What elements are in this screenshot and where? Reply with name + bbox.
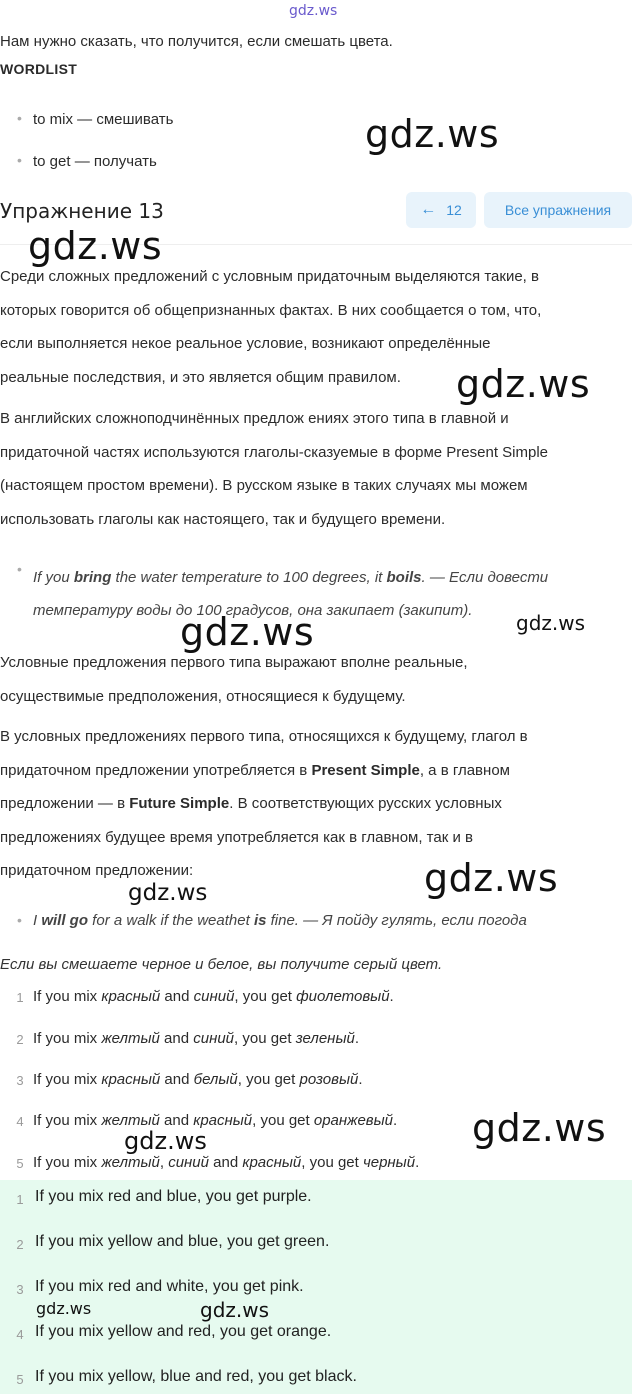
wordlist-heading: WORDLIST [0, 61, 78, 77]
prev-exercise-label: 12 [446, 202, 462, 218]
watermark: gdz.ws [124, 1127, 207, 1155]
answer-number: 3 [16, 1282, 24, 1297]
question-item: If you mix красный and синий, you get фиолетовый. [33, 988, 394, 1005]
exercise-title: Упражнение 13 [0, 199, 164, 223]
example-2: I will go for a walk if the weathet is fine. — Я пойду гулять, если погода [33, 912, 527, 929]
all-exercises-button[interactable]: Все упражнения [484, 192, 632, 228]
prev-exercise-button[interactable] [406, 192, 476, 228]
question-item: If you mix желтый and синий, you get зеленый. [33, 1030, 359, 1047]
theory-paragraph-2: В английских сложноподчинённых предлож ениях этого типа в главной и придаточной частях используются глаголы-сказуемые в форме Present Simple (настоящем простом времени). В русском языке в таких случаях мы можем использовать глаголы как настоящего, так и будущего времени. [0, 410, 548, 528]
question-number: 2 [16, 1032, 24, 1047]
answer-number: 1 [16, 1192, 24, 1207]
watermark: gdz.ws [180, 610, 315, 654]
answer-item: If you mix red and blue, you get purple. [35, 1188, 312, 1205]
question-item: If you mix красный and белый, you get розовый. [33, 1071, 363, 1088]
answer-item: If you mix yellow and red, you get orange. [35, 1323, 332, 1340]
watermark-top: gdz.ws [289, 3, 338, 19]
exercise-instruction: Если вы смешаете черное и белое, вы получите серый цвет. [0, 956, 443, 973]
watermark: gdz.ws [200, 1298, 270, 1322]
answer-number: 5 [16, 1372, 24, 1387]
watermark: gdz.ws [456, 362, 591, 406]
task-intro: Нам нужно сказать, что получится, если смешать цвета. [0, 33, 393, 50]
theory-paragraph-3: Условные предложения первого типа выражают вполне реальные, осуществимые предположения, относящиеся к будущему. [0, 654, 468, 705]
answer-item: If you mix yellow and blue, you get green. [35, 1233, 330, 1250]
watermark: gdz.ws [472, 1106, 607, 1150]
answer-number: 2 [16, 1237, 24, 1252]
example-1: If you bring the water temperature to 100 degrees, it boils. — Если довести температуру воды до 100 градусов, она закипает (закипит). [33, 569, 549, 619]
bullet-icon: • [17, 152, 22, 168]
question-item: If you mix желтый, синий and красный, you get черный. [33, 1154, 420, 1171]
wordlist-item: to mix — смешивать [33, 111, 174, 128]
bullet-icon: • [17, 110, 22, 126]
watermark: gdz.ws [365, 112, 500, 156]
question-item: If you mix желтый and красный, you get оранжевый. [33, 1112, 398, 1129]
question-number: 5 [16, 1156, 24, 1171]
theory-paragraph-4: В условных предложениях первого типа, относящихся к будущему, глагол в придаточном предложении употребляется в Present Simple, а в главном предложении — в Future Simple. В соответствующих русских условных предложениях будущее время употребляется как в главном, так и в придаточном предложении: [0, 728, 528, 879]
answer-item: If you mix red and white, you get pink. [35, 1278, 304, 1295]
question-number: 3 [16, 1073, 24, 1088]
question-number: 4 [16, 1114, 24, 1129]
answer-item: If you mix yellow, blue and red, you get black. [35, 1368, 357, 1385]
bullet-icon: • [17, 912, 22, 928]
wordlist-item: to get — получать [33, 153, 157, 170]
watermark: gdz.ws [424, 856, 559, 900]
watermark: gdz.ws [516, 611, 586, 635]
watermark: gdz.ws [28, 224, 163, 268]
bullet-icon: • [17, 561, 22, 577]
answer-box [0, 1180, 632, 1394]
watermark: gdz.ws [36, 1299, 92, 1318]
arrow-left-icon: ← [420, 201, 437, 218]
question-number: 1 [16, 990, 24, 1005]
theory-paragraph-1: Среди сложных предложений с условным придаточным выделяются такие, в которых говорится об общепризнанных фактах. В них сообщается о том, что, если выполняется некое реальное условие, возникают определённые реальные последствия, и это является общим правилом. [0, 268, 542, 386]
watermark: gdz.ws [128, 880, 208, 906]
answer-number: 4 [16, 1327, 24, 1342]
